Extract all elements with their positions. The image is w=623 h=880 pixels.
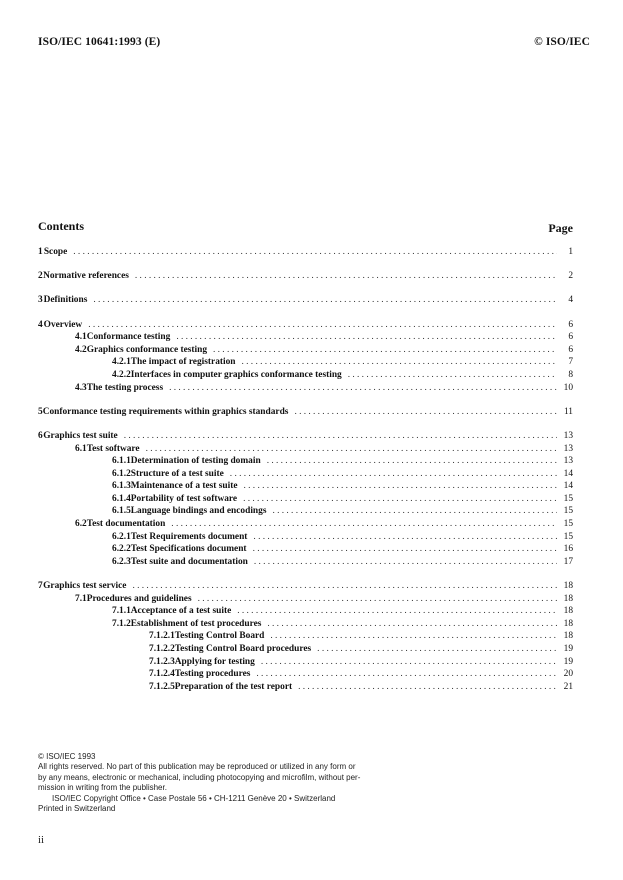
toc-entry-title: Conformance testing requirements within graphics standards: [42, 406, 289, 417]
toc-entry[interactable]: [38, 681, 573, 694]
toc-entry-title: Overview: [43, 319, 83, 330]
dot-leader: [254, 556, 557, 569]
toc-entry[interactable]: [38, 643, 573, 656]
toc-entry[interactable]: [38, 531, 573, 544]
dot-leader: [317, 643, 557, 656]
page-column-label: Page: [548, 221, 573, 235]
toc-entry-title: Structure of a test suite: [130, 468, 224, 479]
toc-entry[interactable]: [38, 493, 573, 506]
contents-title: Contents: [38, 219, 85, 233]
toc-entry-title: Procedures and guidelines: [86, 593, 192, 604]
dot-leader: [198, 593, 557, 606]
toc-entry-title: Preparation of the test report: [174, 681, 293, 692]
toc-entry-page: 15: [563, 519, 573, 530]
toc-entry[interactable]: [38, 356, 573, 369]
toc-entry[interactable]: [38, 668, 573, 681]
toc-entry-page: 1: [568, 247, 573, 257]
toc-entry-number: 7.1.2.5: [149, 681, 175, 692]
dot-leader: [294, 406, 557, 419]
toc-entry-title: Test suite and documentation: [130, 556, 248, 567]
toc-entry-number: 7.1.2.1: [149, 631, 175, 642]
dot-leader: [230, 468, 557, 481]
toc-entry[interactable]: [38, 505, 573, 518]
dot-leader: [88, 319, 557, 332]
toc-entry-title: Maintenance of a test suite: [130, 481, 238, 492]
toc-entry-page: 19: [563, 644, 573, 654]
toc-entry-number: 4.1: [75, 332, 87, 343]
toc-entry-page: 18: [563, 606, 573, 617]
dot-leader: [93, 294, 557, 307]
toc-entry[interactable]: [38, 294, 573, 307]
toc-entry-title: Determination of testing domain: [130, 456, 261, 467]
toc-entry-number: 6.2.1: [112, 531, 131, 542]
copyright-notice: [38, 752, 398, 814]
dot-leader: [213, 344, 557, 357]
toc-entry-title: Test documentation: [86, 519, 166, 530]
toc-entry-title: Graphics conformance testing: [86, 344, 208, 355]
toc-entry-page: 17: [563, 556, 573, 567]
toc-entry[interactable]: [38, 319, 573, 332]
toc-entry-number: 7.1.2.4: [149, 669, 175, 680]
toc-entry-title: Test software: [86, 443, 140, 454]
toc-entry-title: Scope: [43, 247, 68, 257]
toc-entry-page: 13: [563, 443, 573, 454]
toc-entry-number: 3: [38, 295, 43, 306]
toc-entry[interactable]: [38, 605, 573, 618]
toc-entry-number: 4: [38, 319, 43, 330]
toc-entry-number: 2: [38, 271, 43, 282]
toc-entry-page: 20: [563, 669, 573, 680]
toc-entry[interactable]: [38, 580, 573, 593]
rights-statement-line: All rights reserved. No part of this publication may be reproduced or utilized in any form or: [38, 762, 356, 772]
dot-leader: [270, 630, 557, 643]
dot-leader: [169, 382, 557, 395]
copyright-line: © ISO/IEC 1993: [38, 752, 96, 761]
toc-entry-page: 2: [568, 271, 573, 282]
toc-entry-number: 6.1.3: [112, 481, 131, 492]
toc-entry-page: 21: [563, 681, 573, 692]
toc-entry-number: 4.2.2: [112, 369, 131, 380]
toc-entry-page: 18: [563, 618, 573, 629]
dot-leader: [171, 518, 557, 531]
toc-entry-page: 6: [568, 344, 573, 355]
toc-entry-title: Interfaces in computer graphics conformance testing: [130, 369, 342, 380]
toc-entry[interactable]: [38, 382, 573, 395]
toc-entry-number: 1: [38, 247, 43, 257]
dot-leader: [135, 270, 557, 283]
toc-entry[interactable]: [38, 344, 573, 357]
toc-entry-page: 18: [563, 631, 573, 642]
toc-entry-number: 7.1.2.2: [149, 644, 175, 654]
toc-entry[interactable]: [38, 556, 573, 569]
toc-entry-number: 7: [38, 581, 43, 592]
toc-entry[interactable]: [38, 468, 573, 481]
toc-entry-number: 4.3: [75, 382, 87, 393]
toc-entry-page: 15: [563, 506, 573, 517]
toc-entry-page: 16: [563, 544, 573, 555]
toc-entry[interactable]: [38, 270, 573, 283]
toc-entry[interactable]: [38, 246, 573, 259]
toc-entry-number: 7.1: [75, 593, 87, 604]
toc-entry-page: 4: [568, 295, 573, 306]
dot-leader: [267, 618, 557, 631]
toc-entry-title: Graphics test suite: [43, 430, 118, 441]
dot-leader: [272, 505, 557, 518]
dot-leader: [73, 246, 557, 259]
toc-entry-number: 7.1.1: [112, 606, 131, 617]
toc-entry[interactable]: [38, 593, 573, 606]
toc-entry-number: 6.1.1: [112, 456, 131, 467]
toc-entry[interactable]: [38, 543, 573, 556]
toc-entry-page: 10: [563, 382, 573, 393]
toc-entry-title: Portability of test software: [130, 493, 238, 504]
toc-entry-title: Testing procedures: [174, 669, 251, 680]
page-number: ii: [38, 834, 45, 846]
toc-entry-title: Establishment of test procedures: [130, 618, 262, 629]
running-header-left: ISO/IEC 10641:1993 (E): [38, 36, 161, 48]
toc-entry-number: 4.2.1: [112, 357, 131, 368]
toc-entry-page: 13: [563, 456, 573, 467]
toc-entry[interactable]: [38, 430, 573, 443]
toc-entry-title: Normative references: [43, 271, 129, 282]
toc-entry[interactable]: [38, 455, 573, 468]
rights-statement-line: mission in writing from the publisher.: [38, 783, 167, 793]
toc-entry-page: 6: [568, 319, 573, 330]
toc-entry-page: 7: [568, 357, 573, 368]
toc-entry-page: 18: [563, 593, 573, 604]
toc-entry-number: 6.1.5: [112, 506, 131, 517]
toc-entry-page: 15: [563, 531, 573, 542]
toc-entry[interactable]: [38, 331, 573, 344]
toc-entry-number: 6.2: [75, 519, 87, 530]
toc-entry-title: Test Requirements document: [130, 531, 248, 542]
dot-leader: [298, 681, 557, 694]
toc-entry-title: Definitions: [43, 295, 88, 306]
toc-entry-title: Testing Control Board procedures: [174, 644, 312, 654]
toc-entry-title: Graphics test service: [43, 581, 127, 592]
rights-statement-line: by any means, electronic or mechanical, including photocopying and microfilm, without per-: [38, 772, 361, 782]
dot-leader: [261, 656, 557, 669]
toc-entry-page: 11: [563, 406, 573, 417]
toc-entry-page: 13: [563, 430, 573, 441]
toc-entry-page: 6: [568, 332, 573, 343]
toc-entry[interactable]: [38, 630, 573, 643]
toc-entry-number: 6.1.4: [112, 493, 131, 504]
dot-leader: [253, 543, 557, 556]
toc-entry-title: The impact of registration: [130, 357, 236, 368]
running-header-right: © ISO/IEC: [534, 36, 590, 48]
dot-leader: [132, 580, 557, 593]
dot-leader: [176, 331, 557, 344]
dot-leader: [242, 356, 557, 369]
toc-entry-number: 6.2.2: [112, 544, 131, 555]
printed-in-line: Printed in Switzerland: [38, 804, 116, 814]
dot-leader: [348, 369, 557, 382]
copyright-office-address: ISO/IEC Copyright Office • Case Postale 56 • CH-1211 Genève 20 • Switzerland: [52, 793, 336, 803]
toc-entry[interactable]: [38, 480, 573, 493]
toc-entry-title: Acceptance of a test suite: [130, 606, 232, 617]
dot-leader: [244, 480, 557, 493]
dot-leader: [267, 455, 557, 468]
toc-entry-page: 15: [563, 493, 573, 504]
toc-entry[interactable]: [38, 443, 573, 456]
toc-entry-number: 7.1.2.3: [149, 656, 175, 667]
toc-entry-title: Conformance testing: [86, 332, 171, 343]
toc-entry-number: 4.2: [75, 344, 87, 355]
toc-entry[interactable]: [38, 518, 573, 531]
dot-leader: [124, 430, 557, 443]
dot-leader: [253, 531, 557, 544]
toc-entry-title: Test Specifications document: [130, 544, 247, 555]
toc-entry-number: 6: [38, 430, 43, 441]
toc-entry-number: 5: [38, 406, 43, 417]
toc-entry-number: 6.1.2: [112, 468, 131, 479]
toc-entry-title: The testing process: [86, 382, 164, 393]
toc-entry-number: 6.2.3: [112, 556, 131, 567]
toc-entry-page: 8: [568, 369, 573, 380]
dot-leader: [237, 605, 557, 618]
toc-entry[interactable]: [38, 618, 573, 631]
toc-entry-title: Applying for testing: [174, 656, 255, 667]
toc-entry-page: 18: [563, 581, 573, 592]
dot-leader: [243, 493, 557, 506]
toc-entry-page: 14: [563, 481, 573, 492]
toc-entry-title: Testing Control Board: [174, 631, 265, 642]
toc-entry-number: 6.1: [75, 443, 87, 454]
toc-entry[interactable]: [38, 369, 573, 382]
dot-leader: [256, 668, 557, 681]
toc-entry-page: 19: [563, 656, 573, 667]
table-of-contents: [38, 246, 573, 693]
toc-entry-page: 14: [563, 468, 573, 479]
toc-entry-number: 7.1.2: [112, 618, 131, 629]
toc-entry[interactable]: [38, 656, 573, 669]
toc-entry[interactable]: [38, 406, 573, 419]
dot-leader: [146, 443, 557, 456]
toc-entry-title: Language bindings and encodings: [130, 506, 267, 517]
